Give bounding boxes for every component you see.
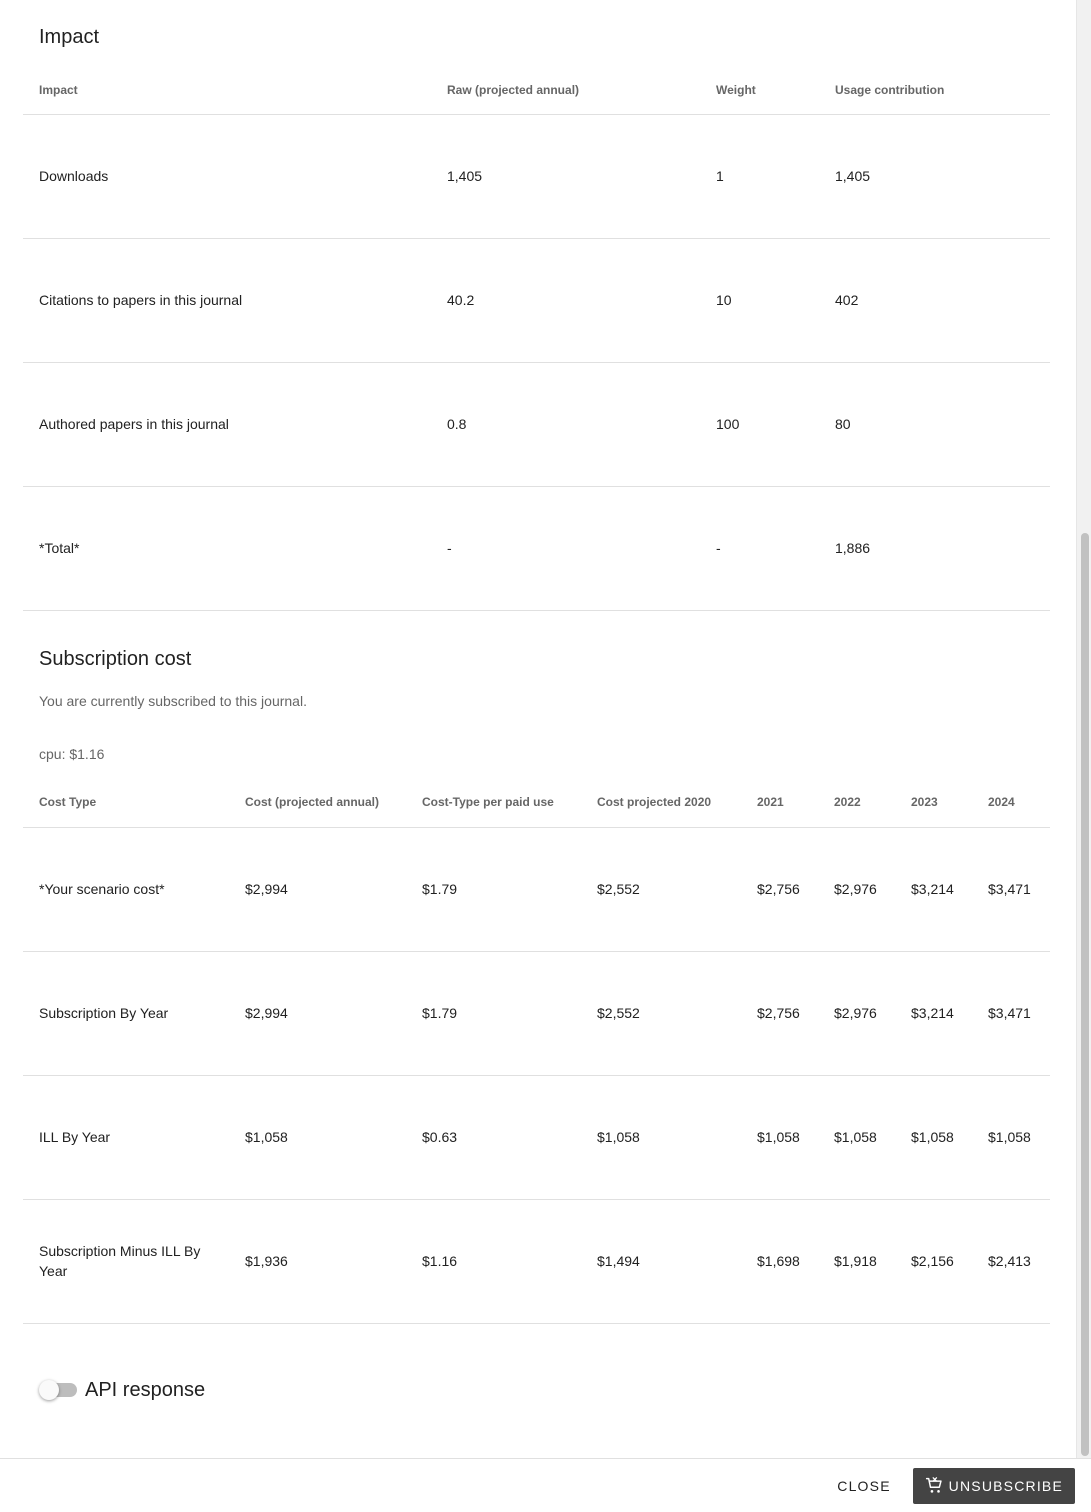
table-row (23, 1075, 1050, 1199)
unsubscribe-button[interactable] (913, 1468, 1075, 1504)
table-row (23, 362, 1050, 486)
cost-annual-cell: $1,936 (229, 1199, 406, 1323)
cost-2022-cell: $2,976 (818, 951, 895, 1075)
subscription-cost-table (23, 778, 1050, 1324)
cost-2024-cell: $3,471 (972, 827, 1050, 951)
column-header-cost-type[interactable]: Cost Type (23, 778, 229, 827)
dialog-footer (0, 1458, 1091, 1512)
table-row (23, 238, 1050, 362)
table-row (23, 114, 1050, 238)
column-header-2022[interactable]: 2022 (818, 778, 895, 827)
impact-header-row (23, 66, 1050, 114)
column-header-2024[interactable]: 2024 (972, 778, 1050, 827)
cost-2023-cell: $2,156 (895, 1199, 972, 1323)
cost-per-use-cell: $1.16 (406, 1199, 581, 1323)
raw-value-cell: 40.2 (431, 238, 700, 362)
raw-value-cell: 1,405 (431, 114, 700, 238)
cost-per-use-cell: $1.79 (406, 951, 581, 1075)
raw-value-cell: - (431, 486, 700, 610)
cost-annual-cell: $2,994 (229, 827, 406, 951)
cost-header-row (23, 778, 1050, 827)
cost-2020-cell: $1,058 (581, 1075, 741, 1199)
cost-2022-cell: $2,976 (818, 827, 895, 951)
usage-contribution-cell: 80 (819, 362, 1050, 486)
cost-type-cell: Subscription By Year (23, 951, 229, 1075)
subscription-section-title: Subscription cost (39, 648, 192, 670)
column-header-usage-contribution[interactable]: Usage contribution (819, 66, 1050, 114)
column-header-weight[interactable]: Weight (700, 66, 819, 114)
column-header-raw[interactable]: Raw (projected annual) (431, 66, 700, 114)
cost-2020-cell: $2,552 (581, 827, 741, 951)
impact-section-title: Impact (39, 26, 100, 48)
cost-2023-cell: $3,214 (895, 951, 972, 1075)
cost-2023-cell: $1,058 (895, 1075, 972, 1199)
weight-cell: 1 (700, 114, 819, 238)
cost-2021-cell: $2,756 (741, 827, 818, 951)
cost-2021-cell: $1,698 (741, 1199, 818, 1323)
cost-2022-cell: $1,918 (818, 1199, 895, 1323)
impact-name-cell: Downloads (23, 114, 431, 238)
remove-shopping-cart-icon (925, 1475, 945, 1497)
cost-2022-cell: $1,058 (818, 1075, 895, 1199)
cost-annual-cell: $2,994 (229, 951, 406, 1075)
usage-contribution-cell: 1,886 (819, 486, 1050, 610)
impact-name-cell: Authored papers in this journal (23, 362, 431, 486)
vertical-scrollbar[interactable] (1076, 0, 1091, 1458)
cost-annual-cell: $1,058 (229, 1075, 406, 1199)
impact-name-cell: *Total* (23, 486, 431, 610)
column-header-cost-annual[interactable]: Cost (projected annual) (229, 778, 406, 827)
scrollbar-thumb[interactable] (1081, 533, 1089, 1456)
api-response-row (39, 1376, 205, 1404)
api-response-toggle[interactable] (39, 1380, 77, 1400)
cost-2024-cell: $1,058 (972, 1075, 1050, 1199)
cost-type-cell: ILL By Year (23, 1075, 229, 1199)
subscription-status-text: You are currently subscribed to this journal. (39, 693, 307, 709)
weight-cell: 100 (700, 362, 819, 486)
column-header-impact[interactable]: Impact (23, 66, 431, 114)
cost-type-cell: Subscription Minus ILL By Year (23, 1199, 229, 1323)
usage-contribution-cell: 402 (819, 238, 1050, 362)
api-response-label: API response (85, 1378, 206, 1401)
weight-cell: - (700, 486, 819, 610)
cost-2020-cell: $2,552 (581, 951, 741, 1075)
column-header-2021[interactable]: 2021 (741, 778, 818, 827)
column-header-cost-per-use[interactable]: Cost-Type per paid use (406, 778, 581, 827)
table-row (23, 827, 1050, 951)
impact-table (23, 66, 1050, 611)
raw-value-cell: 0.8 (431, 362, 700, 486)
table-row (23, 951, 1050, 1075)
cost-type-cell: *Your scenario cost* (23, 827, 229, 951)
cost-per-use-cell: $0.63 (406, 1075, 581, 1199)
cpu-value: cpu: $1.16 (39, 746, 105, 762)
cost-2024-cell: $2,413 (972, 1199, 1050, 1323)
usage-contribution-cell: 1,405 (819, 114, 1050, 238)
cost-2023-cell: $3,214 (895, 827, 972, 951)
unsubscribe-label: UNSUBSCRIBE (948, 1478, 1063, 1494)
cost-per-use-cell: $1.79 (406, 827, 581, 951)
impact-name-cell: Citations to papers in this journal (23, 238, 431, 362)
close-button[interactable]: CLOSE (826, 1468, 902, 1504)
column-header-2023[interactable]: 2023 (895, 778, 972, 827)
cost-2021-cell: $1,058 (741, 1075, 818, 1199)
table-row (23, 1199, 1050, 1323)
toggle-knob[interactable] (39, 1380, 59, 1400)
total-row (23, 486, 1050, 610)
weight-cell: 10 (700, 238, 819, 362)
cost-2021-cell: $2,756 (741, 951, 818, 1075)
cost-2024-cell: $3,471 (972, 951, 1050, 1075)
cost-2020-cell: $1,494 (581, 1199, 741, 1323)
column-header-cost-2020[interactable]: Cost projected 2020 (581, 778, 741, 827)
